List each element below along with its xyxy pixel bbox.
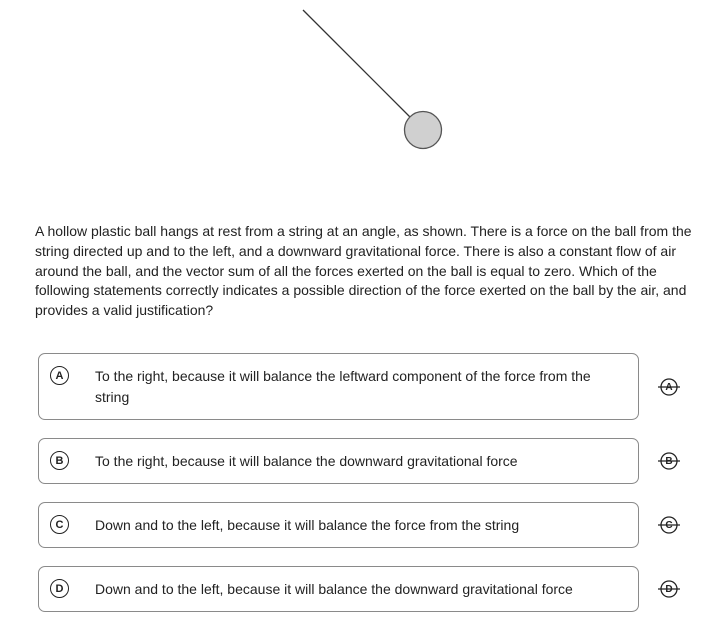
eliminate-letter: D: [665, 583, 673, 595]
ball-circle: [405, 112, 442, 149]
choice-text: To the right, because it will balance the downward gravitational force: [95, 453, 518, 469]
choice-text: To the right, because it will balance the leftward component of the force from the string: [95, 368, 591, 405]
choice-letter-badge: B: [50, 451, 69, 470]
eliminate-a-button[interactable]: [658, 376, 680, 398]
eliminate-b-button[interactable]: [658, 450, 680, 472]
choice-c[interactable]: [38, 502, 639, 548]
pendulum-diagram: [0, 0, 724, 200]
choice-letter-badge: C: [50, 515, 69, 534]
eliminate-letter: A: [665, 381, 673, 393]
eliminate-c-button[interactable]: [658, 514, 680, 536]
choice-letter-badge: A: [50, 366, 69, 385]
choice-text: Down and to the left, because it will balance the force from the string: [95, 517, 520, 533]
string-line: [303, 10, 410, 117]
eliminate-d-button[interactable]: [658, 578, 680, 600]
eliminate-letter: B: [665, 455, 673, 467]
choice-b[interactable]: [38, 438, 639, 484]
choice-text: Down and to the left, because it will balance the downward gravitational force: [95, 581, 573, 597]
question-text: A hollow plastic ball hangs at rest from a string at an angle, as shown. There is a force on the ball from the string directed up and to the left, and a downward gravitational force. There is also a constant flow of air around the ball, and the vector sum of all the forces exerted on the ball is equal to zero. Which of the following statements correctly indicates a possible direction of the force exerted on the ball by the air, and provides a valid justification?: [35, 223, 692, 319]
choice-d[interactable]: [38, 566, 639, 612]
choice-letter-badge: D: [50, 579, 69, 598]
choice-a[interactable]: [38, 353, 639, 420]
eliminate-letter: C: [665, 519, 673, 531]
pendulum-figure: [0, 0, 724, 200]
